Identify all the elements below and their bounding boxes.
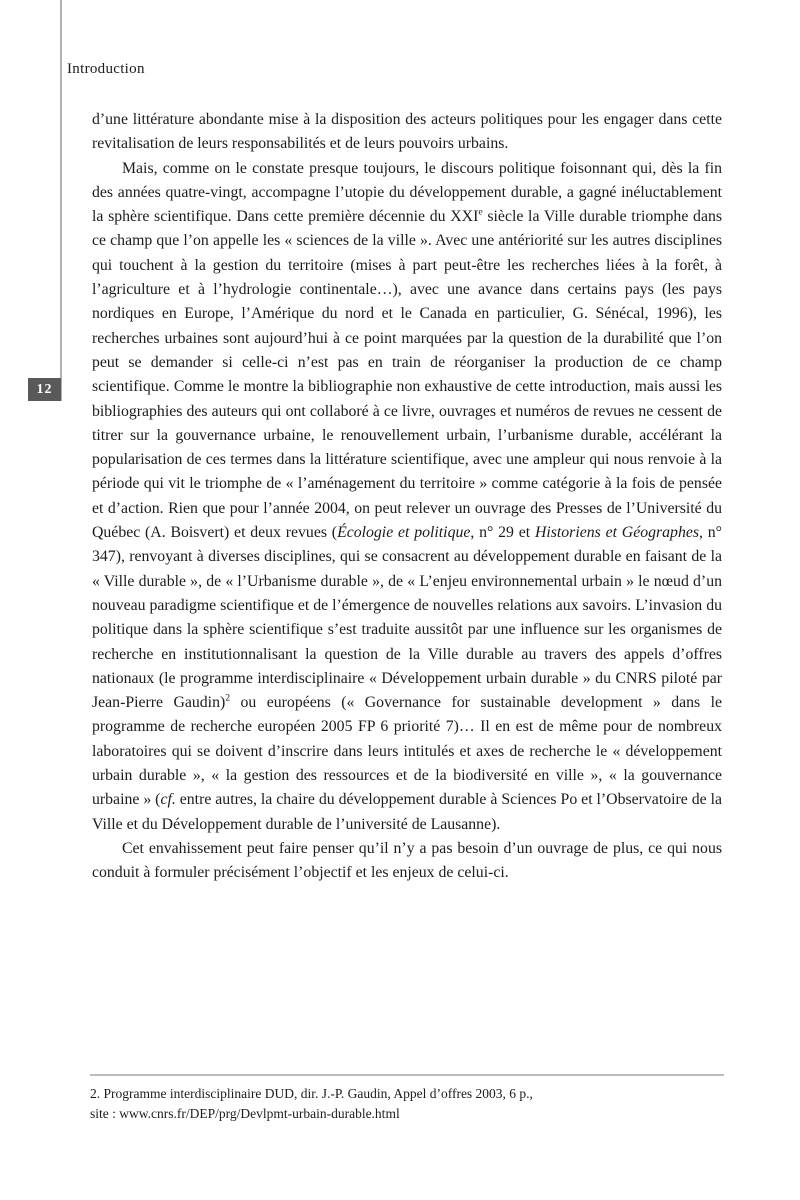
page-edge-rule: [60, 0, 62, 401]
body-text: [92, 108, 722, 886]
text-run: Mais, comme on le constate presque toujours, le discours politique foisonnant qui, dès la fin des années quatre-vingt, accompagne l’utopie du développement durable, a gagné inéluctablement la sphère scientifique. Dans cette première décennie du XXI: [92, 159, 722, 226]
running-header: Introduction: [67, 61, 145, 77]
text-run: , n° 347), renvoyant à diverses disciplines, qui se consacrent au développement durable en faisant de la « Ville durable », de « l’Urbanisme durable », de « L’enjeu environnemental urbain » le nœud d’un nouveau paradigme scientifique et de l’émergence de nouvelles relations aux savoirs. L’invasion du politique dans la sphère scientifique s’est traduite aussitôt par une influence sur les organismes de recherche en institutionnalisant la question de la Ville durable au travers des appels d’offres nationaux (le programme interdisciplinaire « Développement urbain durable » du CNRS piloté par Jean-Pierre Gaudin): [92, 524, 722, 712]
italic-run: Historiens et Géographes: [534, 524, 700, 542]
superscript-run: e: [478, 206, 483, 218]
paragraph: [92, 837, 722, 886]
footnote-line: site : www.cnrs.fr/DEP/prg/Devlpmt-urbain-durable.html: [90, 1106, 400, 1121]
text-run: d’une littérature abondante mise à la disposition des acteurs politiques pour les engager dans cette revitalisation de leurs responsabilités et de leurs pouvoirs urbains.: [92, 111, 722, 153]
paragraph: [92, 157, 722, 837]
text-run: Cet envahissement peut faire penser qu’il n’y a pas besoin d’un ouvrage de plus, ce qui nous conduit à formuler précisément l’objectif et les enjeux de celui-ci.: [92, 839, 722, 882]
footnote-area: [90, 1074, 724, 1124]
italic-run: cf.: [160, 791, 176, 809]
italic-run: Écologie et politique: [337, 524, 471, 542]
paragraph: [92, 108, 722, 157]
text-run: , n° 29 et: [470, 524, 535, 542]
text-run: siècle la Ville durable triomphe dans ce champ que l’on appelle les « sciences de la ville ». Avec une antériorité sur les autres disciplines qui touchent à la gestion du territoire (mises à part peut-être les recherches liées à la forêt, à l’agriculture et à l’hydrologie continentale…), avec une avance dans certains pays (les pays nordiques en Europe, l’Amérique du nord et le Canada en particulier, G. Sénécal, 1996), les recherches urbaines sont aujourd’hui à ce point marquées par la question de la durabilité que l’on peut se demander si celle-ci n’est pas en train de réorganiser la production de ce champ scientifique. Comme le montre la bibliographie non exhaustive de cette introduction, mais aussi les bibliographies des auteurs qui ont collaboré à ce livre, ouvrages et numéros de revues ne cessent de titrer sur la gouvernance urbaine, le renouvellement urbain, l’urbanisme durable, accélérant la popularisation de ces termes dans la littérature scientifique, avec une ampleur qui nous renvoie à la période qui vit le triomphe de « l’aménagement du territoire » comme catégorie à la fois de pensée et d’action. Rien que pour l’année 2004, on peut relever un ouvrage des Presses de l’Université du Québec (A. Boisvert) et deux revues (: [92, 208, 722, 542]
footnote-line: 2. Programme interdisciplinaire DUD, dir. J.-P. Gaudin, Appel d’offres 2003, 6 p.,: [90, 1086, 533, 1101]
text-run: ou européens (« Governance for sustainable development » dans le programme de recherche européen 2005 FP 6 priorité 7)… Il en est de même pour de nombreux laboratoires qui se doivent d’inscrire dans leurs intitulés et axes de recherche le « développement urbain durable », « la gestion des ressources et de la biodiversité en ville », « la gouvernance urbaine » (: [92, 694, 723, 809]
footnote-rule: [90, 1074, 724, 1076]
superscript-run: 2: [225, 692, 231, 704]
page-number-badge: 12: [28, 378, 61, 401]
text-run: entre autres, la chaire du développement durable à Sciences Po et l’Observatoire de la Ville et du Développement durable de l’université de Lausanne).: [92, 791, 722, 833]
